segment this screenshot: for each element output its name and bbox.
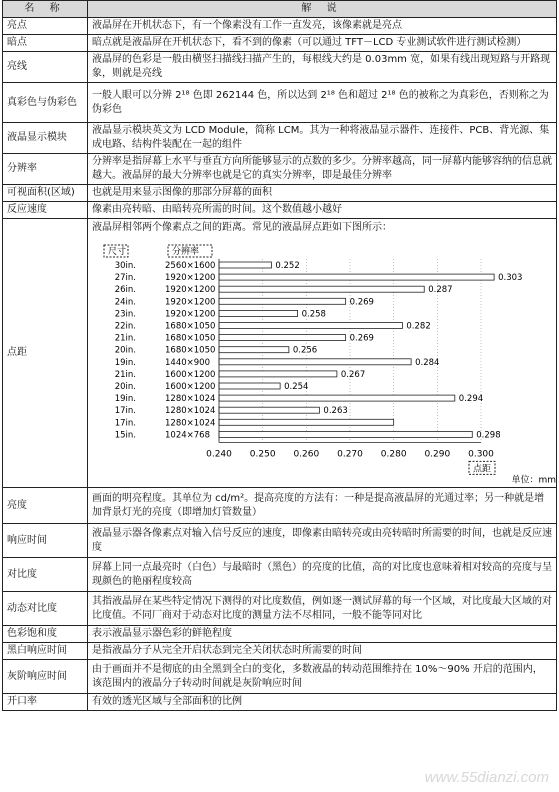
spec-table [2,0,557,711]
size-label: 19in. [114,357,136,368]
table-row [3,52,557,83]
header-description: 解 说 [88,1,557,18]
value-label: 0.252 [275,261,300,271]
x-tick-label: 0.260 [293,449,320,460]
resolution-label: 1280×1024 [165,406,216,417]
dot-pitch-intro: 液晶屏相邻两个像素点之间的距离。常见的液晶屏点距如下图所示： [92,222,392,233]
value-label: 0.258 [301,309,326,320]
x-axis-label: 点距 [472,464,492,475]
x-tick-label: 0.250 [249,449,276,460]
resolution-label: 2560×1600 [165,261,216,271]
header-name: 名 称 [3,1,88,18]
size-label: 15in. [114,430,136,441]
bar [219,286,424,292]
row-name: 液晶显示模块 [3,123,88,154]
resolution-label: 1920×1200 [165,273,216,284]
size-label: 23in. [114,309,136,320]
table-row [3,488,557,524]
value-label: 0.263 [323,406,348,417]
value-label: 0.269 [349,333,374,344]
value-label: 0.269 [349,297,374,308]
row-name: 反应速度 [3,202,88,219]
bar [219,383,280,389]
value-label: 0.267 [340,369,366,380]
bar [219,274,494,280]
row-name: 亮点 [3,18,88,35]
row-name: 暗点 [3,35,88,52]
dot-pitch-chart [88,219,559,487]
row-description: 有效的透光区域与全部面积的比例 [88,694,557,711]
size-label: 17in. [114,418,136,429]
bar [219,359,411,365]
table-row [3,154,557,185]
table-row [3,643,557,660]
row-description: 液晶屏的色彩是一般由横竖扫描线扫描产生的，每根线大约是 0.03mm 宽，如果有线出现短路与开路现象，则就是亮线 [88,52,557,83]
row-name: 对比度 [3,558,88,592]
row-name: 黑白响应时间 [3,643,88,660]
size-label: 22in. [114,321,136,332]
resolution-label: 1920×1200 [165,309,216,320]
table-row [3,83,557,123]
size-label: 21in. [114,333,136,344]
table-row [3,558,557,592]
bar [219,419,394,425]
size-label: 17in. [114,406,136,417]
resolution-label: 1440×900 [165,357,210,368]
row-description: 液晶显示器各像素点对输入信号反应的速度，即像素由暗转亮或由亮转暗时所需要的时间，也就是反应速度 [88,524,557,558]
value-label: 0.303 [498,273,523,284]
table-row [3,18,557,35]
table-row-dot-pitch [3,219,557,488]
table-row [3,660,557,694]
value-label: 0.287 [428,285,453,296]
x-tick-label: 0.240 [206,449,232,460]
x-tick-label: 0.270 [337,449,363,460]
row-name: 分辨率 [3,154,88,185]
row-description: 由于画面并不是彻底的由全黑到全白的变化，多数液晶的转动范围维持在 10%～90% 开启的范围内，该范围内的液晶分子转动时间就是灰阶响应时间 [88,660,557,694]
row-description: 像素由亮转暗、由暗转亮所需的时间。这个数值越小越好 [88,202,557,219]
row-description: 也就是用来显示图像的那部分屏幕的面积 [88,185,557,202]
size-label: 20in. [114,382,136,392]
row-name: 可视面积(区域) [3,185,88,202]
row-name-dot-pitch: 点距 [3,219,88,488]
x-tick-label: 0.290 [424,449,451,460]
row-description: 一般人眼可以分辨 2¹⁸ 色即 262144 色，所以达到 2¹⁸ 色和超过 2¹⁸ 色的被称之为真彩色，否则称之为伪彩色 [88,83,557,123]
x-tick-label: 0.280 [380,449,407,460]
bar [219,323,402,329]
row-name: 亮线 [3,52,88,83]
row-description: 表示液晶显示器色彩的鲜艳程度 [88,626,557,643]
resolution-label: 1024×768 [165,430,210,441]
bar [219,310,298,316]
row-description: 画面的明亮程度。其单位为 cd/m²。提高亮度的方法有：一种是提高液晶屏的光通过率；另一种就是增加背景灯光的亮度（即增加灯管数量） [88,488,557,524]
resolution-label: 1600×1200 [165,382,216,392]
bar [219,395,455,401]
table-row [3,185,557,202]
row-description: 暗点就是液晶屏在开机状态下，看不到的像素（可以通过 TFT－LCD 专业测试软件进行测试检测） [88,35,557,52]
row-name: 开口率 [3,694,88,711]
bar [219,407,319,413]
table-row [3,524,557,558]
bar [219,298,346,304]
row-name: 响应时间 [3,524,88,558]
table-row [3,592,557,626]
bar [219,335,346,341]
size-header: 尺寸 [108,247,127,257]
row-name: 动态对比度 [3,592,88,626]
dot-pitch-chart-cell [88,219,557,488]
row-name: 色彩饱和度 [3,626,88,643]
resolution-label: 1680×1050 [165,345,216,356]
size-label: 27in. [114,273,136,284]
table-row [3,35,557,52]
value-label: 0.284 [415,357,440,368]
row-name: 真彩色与伪彩色 [3,83,88,123]
size-label: 26in. [114,285,136,296]
size-label: 21in. [114,369,136,380]
row-name: 亮度 [3,488,88,524]
table-row [3,123,557,154]
row-description: 屏幕上同一点最亮时（白色）与最暗时（黑色）的亮度的比值，高的对比度也意味着相对较高的亮度与呈现颜色的艳丽程度较高 [88,558,557,592]
resolution-label: 1680×1050 [165,321,216,332]
row-description: 分辨率是指屏幕上水平与垂直方向所能够显示的点数的多少。分辨率越高，同一屏幕内能够容纳的信息就越大。液晶屏的最大分辨率也就是它的真实分辨率，即是最佳分辨率 [88,154,557,185]
size-label: 24in. [114,297,136,308]
table-header-row [3,1,557,18]
resolution-label: 1280×1024 [165,394,216,405]
table-row [3,694,557,711]
value-label: 0.294 [458,394,484,405]
resolution-label: 1920×1200 [165,285,216,296]
value-label: 0.254 [284,382,309,392]
size-label: 20in. [114,345,136,356]
x-tick-label: 0.300 [468,449,494,460]
resolution-header: 分辨率 [172,247,200,257]
bar [219,262,271,268]
resolution-label: 1920×1200 [165,297,216,308]
value-label: 0.256 [292,345,318,356]
bar [219,431,472,437]
resolution-label: 1280×1024 [165,418,216,429]
size-label: 19in. [114,394,136,405]
resolution-label: 1600×1200 [165,369,216,380]
row-description: 其指液晶屏在某些特定情况下测得的对比度数值，例如逐一测试屏幕的每一个区域，对比度最大区域的对比度值。不同厂商对于动态对比度的测量方法不尽相同，一般不能等同对比 [88,592,557,626]
row-description: 液晶屏在开机状态下，有一个像素没有工作一直发亮，该像素就是亮点 [88,18,557,35]
watermark-logo: www.55dianzi.com [424,769,549,786]
bar [219,347,289,353]
table-row [3,202,557,219]
row-name: 灰阶响应时间 [3,660,88,694]
row-description: 是指液晶分子从完全开启状态到完全关闭状态时所需要的时间 [88,643,557,660]
row-description: 液晶显示模块英文为 LCD Module，简称 LCM。其为一种将液晶显示器件、连接件、PCB、背光源、集成电路、结构件装配在一起的组件 [88,123,557,154]
unit-label: 单位：mm [511,475,556,486]
bar [219,371,337,377]
resolution-label: 1680×1050 [165,333,216,344]
value-label: 0.282 [406,321,431,332]
size-label: 30in. [114,261,136,271]
value-label: 0.298 [476,430,501,441]
table-row [3,626,557,643]
